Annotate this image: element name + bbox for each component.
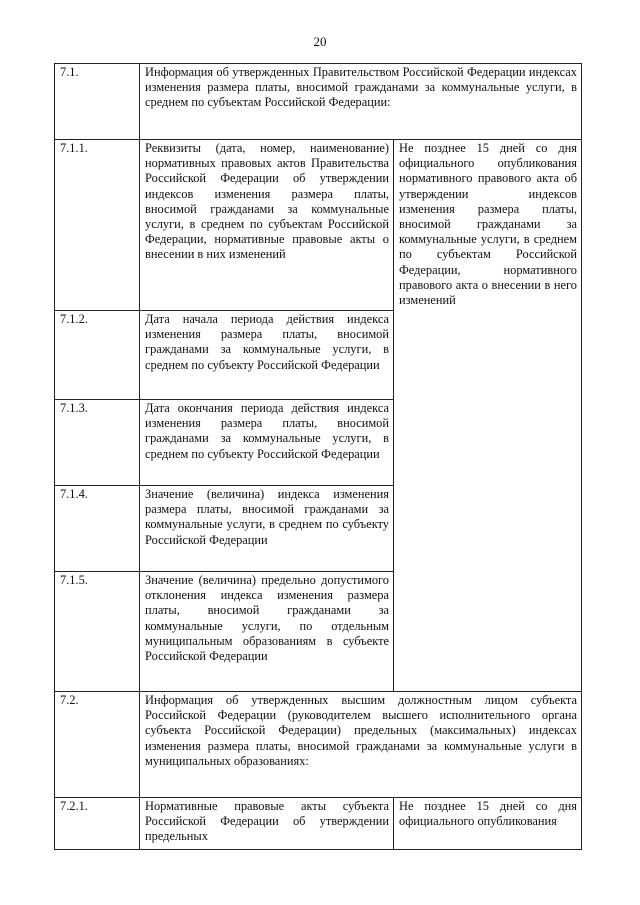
table-row bbox=[55, 64, 582, 140]
requirements-table bbox=[54, 63, 582, 850]
table-row bbox=[55, 140, 582, 311]
row-number: 7.1. bbox=[55, 64, 140, 140]
table-row bbox=[55, 798, 582, 850]
row-number: 7.1.5. bbox=[55, 572, 140, 692]
row-text: Дата окончания периода действия индекса изменения размера платы, вносимой гражданами за коммунальные услуги, в среднем по субъекту Российской Федерации bbox=[140, 400, 394, 486]
row-number: 7.1.3. bbox=[55, 400, 140, 486]
deadline-cell: Не позднее 15 дней со дня официального опубликования bbox=[394, 798, 582, 850]
row-number: 7.2.1. bbox=[55, 798, 140, 850]
row-number: 7.2. bbox=[55, 692, 140, 798]
row-number: 7.1.2. bbox=[55, 311, 140, 400]
row-text: Значение (величина) индекса изменения размера платы, вносимой гражданами за коммунальные услуги, в среднем по субъекту Российской Федерации bbox=[140, 486, 394, 572]
row-number: 7.1.4. bbox=[55, 486, 140, 572]
deadline-cell: Не позднее 15 дней со дня официального опубликования нормативного правового акта об утверждении индексов изменения размера платы, вносимой гражданами за коммунальные услуги, в среднем по субъектам Российской Федерации, нормативного правового акта о внесении в него изменений bbox=[394, 140, 582, 692]
row-text: Значение (величина) предельно допустимого отклонения индекса изменения размера платы, вносимой гражданами за коммунальные услуги, по отдельным муниципальным образованиям в субъекте Российской Федерации bbox=[140, 572, 394, 692]
row-number: 7.1.1. bbox=[55, 140, 140, 311]
table-row bbox=[55, 692, 582, 798]
row-text: Реквизиты (дата, номер, наименование) нормативных правовых актов Правительства Российской Федерации об утверждении индексов изменения размера платы, вносимой гражданами за коммунальные услуги, в среднем по субъектам Российской Федерации, нормативные правовые акты о внесении в них изменений bbox=[140, 140, 394, 311]
page-number: 20 bbox=[313, 34, 327, 49]
row-text: Информация об утвержденных высшим должностным лицом субъекта Российской Федерации (руководителем высшего исполнительного органа субъекта Российской Федерации) предельных (максимальных) индексах изменения размера платы, вносимой гражданами за коммунальные услуги в муниципальных образованиях: bbox=[140, 692, 582, 798]
row-text: Дата начала периода действия индекса изменения размера платы, вносимой гражданами за коммунальные услуги, в среднем по субъекту Российской Федерации bbox=[140, 311, 394, 400]
row-text: Информация об утвержденных Правительством Российской Федерации индексах изменения размера платы, вносимой гражданами за коммунальные услуги, в среднем по субъектам Российской Федерации: bbox=[140, 64, 582, 140]
row-text: Нормативные правовые акты субъекта Российской Федерации об утверждении предельных bbox=[140, 798, 394, 850]
